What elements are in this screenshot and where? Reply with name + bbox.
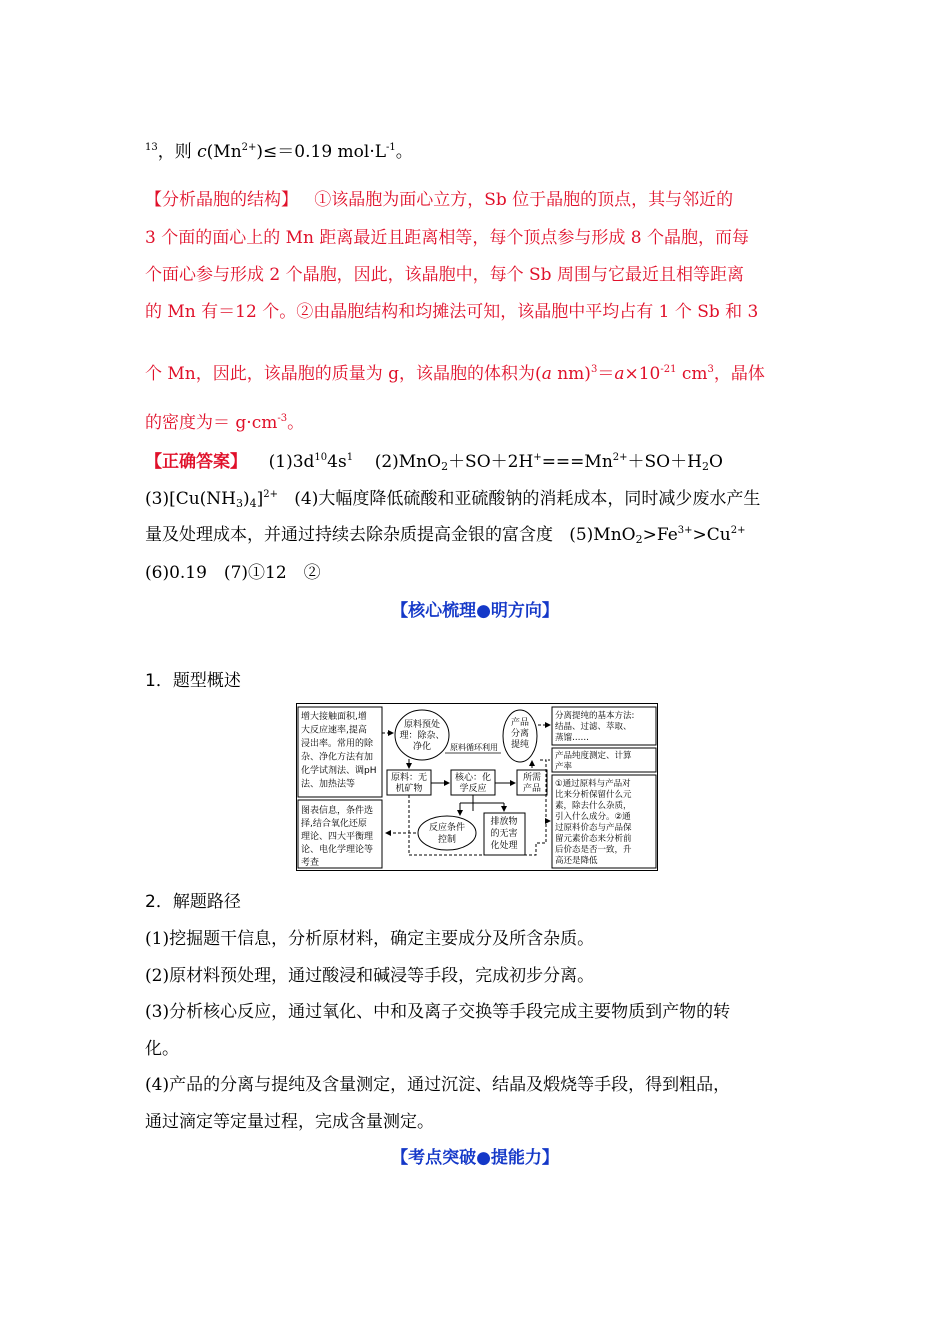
rb-line: 高还是降低 xyxy=(555,856,598,866)
emi-line: 排放物 xyxy=(490,817,518,827)
rb-line: ①通过原料与产品对 xyxy=(555,779,631,789)
text-core-reaction xyxy=(455,771,491,794)
answer-line-1: 【正确答案】 $(1)3d^{10}4s^1$ $(2)MnO_2+SO+2H^+===Mn^{2+}+SO+H_2O$ xyxy=(145,452,723,473)
core-line: 学反应 xyxy=(459,784,487,794)
rb-line: 引入什么成分。②通 xyxy=(555,812,631,822)
lt-line: 大反应速率,提高 xyxy=(301,725,367,736)
lt-line: 浸出率。常用的除 xyxy=(301,739,374,749)
step-line-6: 通过滴定等定量过程，完成含量测定。 xyxy=(145,1112,434,1132)
process-flow-diagram xyxy=(296,703,658,871)
rb-line: 后价态是否一致，升 xyxy=(555,845,632,855)
step-line-4: 化。 xyxy=(145,1039,179,1059)
lt-line: 杂、净化方法有加 xyxy=(301,752,374,763)
text-raw-material xyxy=(391,771,427,794)
analysis-line-6: 的密度为＝ $g\cdot cm^{-3}$。 xyxy=(145,413,305,433)
lb-line: 论、电化学理论等 xyxy=(301,845,374,855)
sep-line: 分离 xyxy=(510,729,530,739)
rb-line: 比来分析保留什么元 xyxy=(555,790,632,800)
lb-line: 择,结合氧化还原 xyxy=(301,819,367,829)
rt-line: 蒸馏…… xyxy=(555,733,590,743)
text-emission xyxy=(490,815,517,851)
cond-line: 控制 xyxy=(437,835,457,845)
analysis-line-1: 【分析晶胞的结构】 ①该晶胞为面心立方，Sb 位于晶胞的顶点，其与邻近的 xyxy=(145,190,734,210)
flow-diagram-svg xyxy=(296,703,658,871)
step-line-3: (3)分析核心反应，通过氧化、中和及离子交换等手段完成主要物质到产物的转 xyxy=(145,1002,731,1022)
analysis-line-5: 个 Mn，因此，该晶胞的质量为 g，该晶胞的体积为(a $nm)^3=a\times 10^{-21}$ $cm^3$，晶体 xyxy=(145,364,765,384)
step-line-2: (2)原材料预处理，通过酸浸和碱浸等手段，完成初步分离。 xyxy=(145,966,595,986)
rm-line: 产率 xyxy=(555,762,573,772)
rt-line: 分离提纯的基本方法: xyxy=(555,711,635,721)
heading-overview: 1．题型概述 xyxy=(145,671,241,691)
prod-line: 产品 xyxy=(522,784,542,794)
rb-line: 过原料价态与产品保 xyxy=(555,823,632,833)
sep-line: 产品 xyxy=(510,718,530,728)
sep-line: 提纯 xyxy=(510,740,530,750)
rb-line: 留元素价态来分析前 xyxy=(555,834,632,844)
cond-line: 反应条件 xyxy=(428,823,466,833)
lb-line: 理论、四大平衡理 xyxy=(301,832,374,842)
pre-line: 原料预处 xyxy=(403,720,441,730)
lt-line: 增大接触面积,增 xyxy=(301,712,367,722)
raw-line: 原料：无 xyxy=(390,773,428,783)
rt-line: 结晶、过滤、萃取、 xyxy=(555,722,632,732)
lb-line: 图表信息，条件选 xyxy=(301,806,374,816)
emi-line: 的无害 xyxy=(490,829,518,839)
lt-line: 化学试剂法、调pH xyxy=(301,766,377,776)
lb-line: 考查 xyxy=(301,858,320,868)
lt-line: 法、加热法等 xyxy=(301,779,356,790)
pre-line: 理：除杂、 xyxy=(399,731,445,741)
analysis-line-4: 的 Mn 有＝12 个。②由晶胞结构和均摊法可知，该晶胞中平均占有 1 个 Sb 和 3 xyxy=(145,302,759,322)
result-line: $^{13}$，则 $c(Mn^{2+})\le=0.19$ $mol\cdot L^{-1}$。 xyxy=(145,142,413,162)
analysis-line-2: 3 个面的面心上的 Mn 距离最近且距离相等，每个顶点参与形成 8 个晶胞，而每 xyxy=(145,228,750,248)
analysis-label: 【分析晶胞的结构】 xyxy=(145,190,298,210)
core-line: 核心：化 xyxy=(454,773,492,783)
prod-line: 所需 xyxy=(522,773,542,783)
text-separation xyxy=(511,716,529,750)
rm-line: 产品纯度测定、计算 xyxy=(555,751,632,761)
analysis-line-3: 个面心参与形成 2 个晶胞，因此，该晶胞中，每个 Sb 周围与它最近且相等距离 xyxy=(145,265,744,285)
step-line-5: (4)产品的分离与提纯及含量测定，通过沉淀、结晶及煅烧等手段，得到粗品， xyxy=(145,1075,731,1095)
answer-line-2: $(3)[Cu(NH_3)_4]^{2+}$ (4)大幅度降低硫酸和亚硫酸钠的消耗成本，同时减少废水产生 xyxy=(145,489,761,510)
heading-solution-path: 2．解题路径 xyxy=(145,892,241,912)
answer-line-3: 量及处理成本，并通过持续去除杂质提高金银的富含度 $(5)MnO_2>Fe^{3+}>Cu^{2+}$ xyxy=(145,525,746,546)
answer-line-4: (6)0.19 (7)①12 ② xyxy=(145,563,321,583)
emi-line: 化处理 xyxy=(490,841,518,851)
rb-line: 素，除去什么杂质， xyxy=(555,801,632,811)
section-title-core: 【核心梳理●明方向】 xyxy=(391,601,559,621)
answer-label: 【正确答案】 xyxy=(145,452,247,472)
raw-line: 机矿物 xyxy=(395,784,423,794)
pre-line: 净化 xyxy=(412,742,432,752)
step-line-1: (1)挖掘题干信息，分析原材料，确定主要成分及所含杂质。 xyxy=(145,929,595,949)
section-title-breakthrough: 【考点突破●提能力】 xyxy=(391,1148,559,1168)
label-cycle: 原料循环利用 xyxy=(450,743,498,752)
